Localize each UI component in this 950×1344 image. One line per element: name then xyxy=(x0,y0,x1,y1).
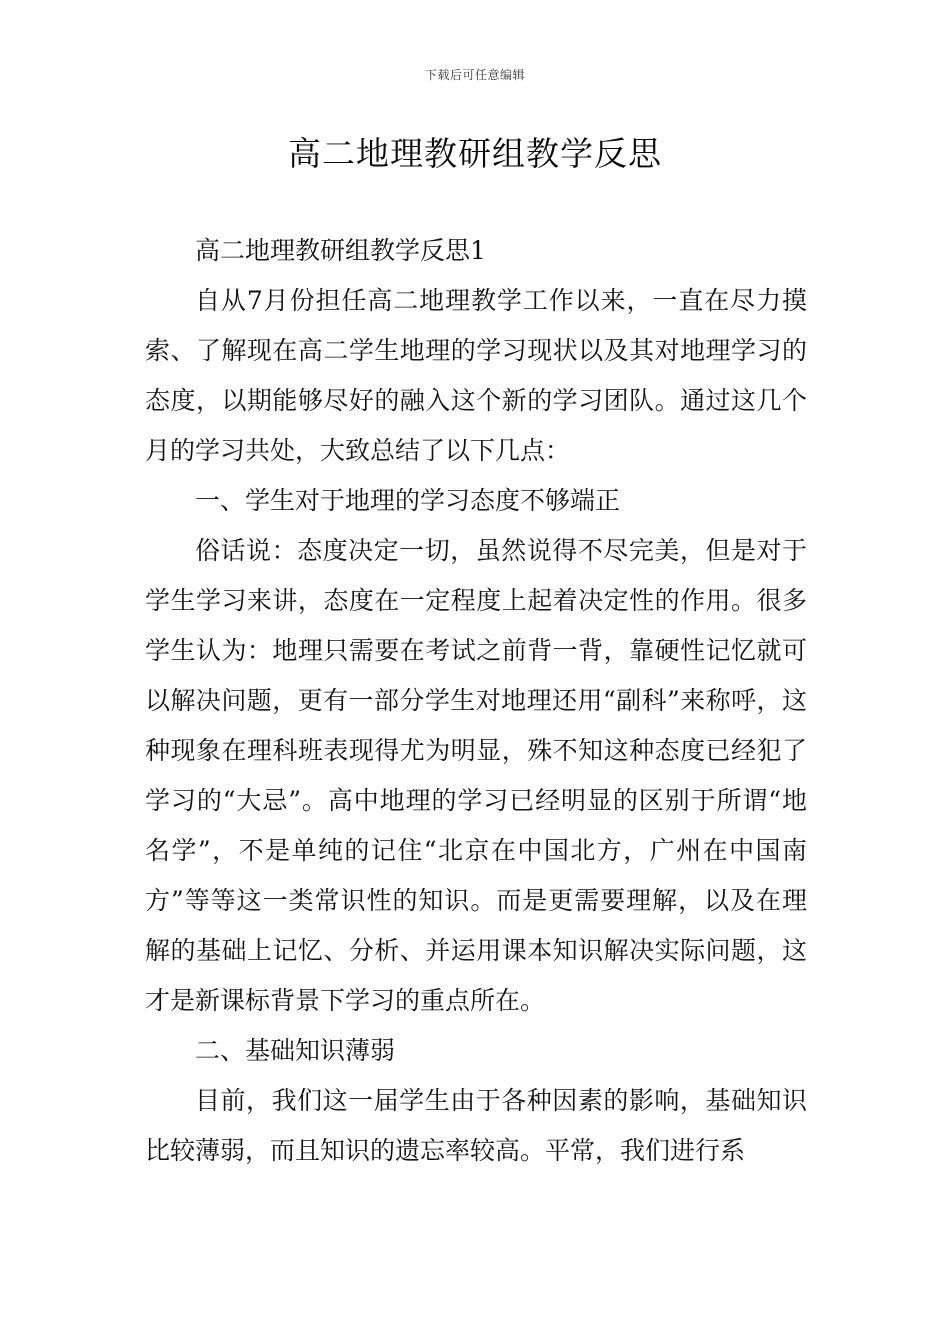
header-note: 下载后可任意编辑 xyxy=(424,68,525,82)
point-heading-2: 二、基础知识薄弱 xyxy=(195,1036,396,1065)
paragraph-attitude: 俗话说：态度决定一切，虽然说得不尽完美，但是对于学生学习来讲，态度在一定程度上起着决定性的作用。很多学生认为：地理只需要在考试之前背一背，靠硬性记忆就可以解决问题，更有一部分学生对地理还用“副科”来称呼，这种现象在理科班表现得尤为明显，殊不知这种态度已经犯了学习的“大忌”。高中地理的学习已经明显的区别于所谓“地名学”，不是单纯的记住“北京在中国北方，广州在中国南方”等等这一类常识性的知识。而是更需要理解，以及在理解的基础上记忆、分析、并运用课本知识解决实际问题，这才是新课标背景下学习的重点所在。 xyxy=(145,536,807,1015)
paragraph-basics: 目前，我们这一届学生由于各种因素的影响，基础知识比较薄弱，而且知识的遗忘率较高。平常，我们进行系 xyxy=(145,1086,807,1165)
document-title: 高二地理教研组教学反思 xyxy=(288,134,662,173)
paragraph-intro: 自从7月份担任高二地理教学工作以来，一直在尽力摸索、了解现在高二学生地理的学习现状以及其对地理学习的态度，以期能够尽好的融入这个新的学习团队。通过这几个月的学习共处，大致总结了以下几点： xyxy=(145,286,807,465)
point-heading-1: 一、学生对于地理的学习态度不够端正 xyxy=(195,486,621,515)
document-body xyxy=(145,226,807,1176)
section-heading-1: 高二地理教研组教学反思1 xyxy=(195,236,486,265)
